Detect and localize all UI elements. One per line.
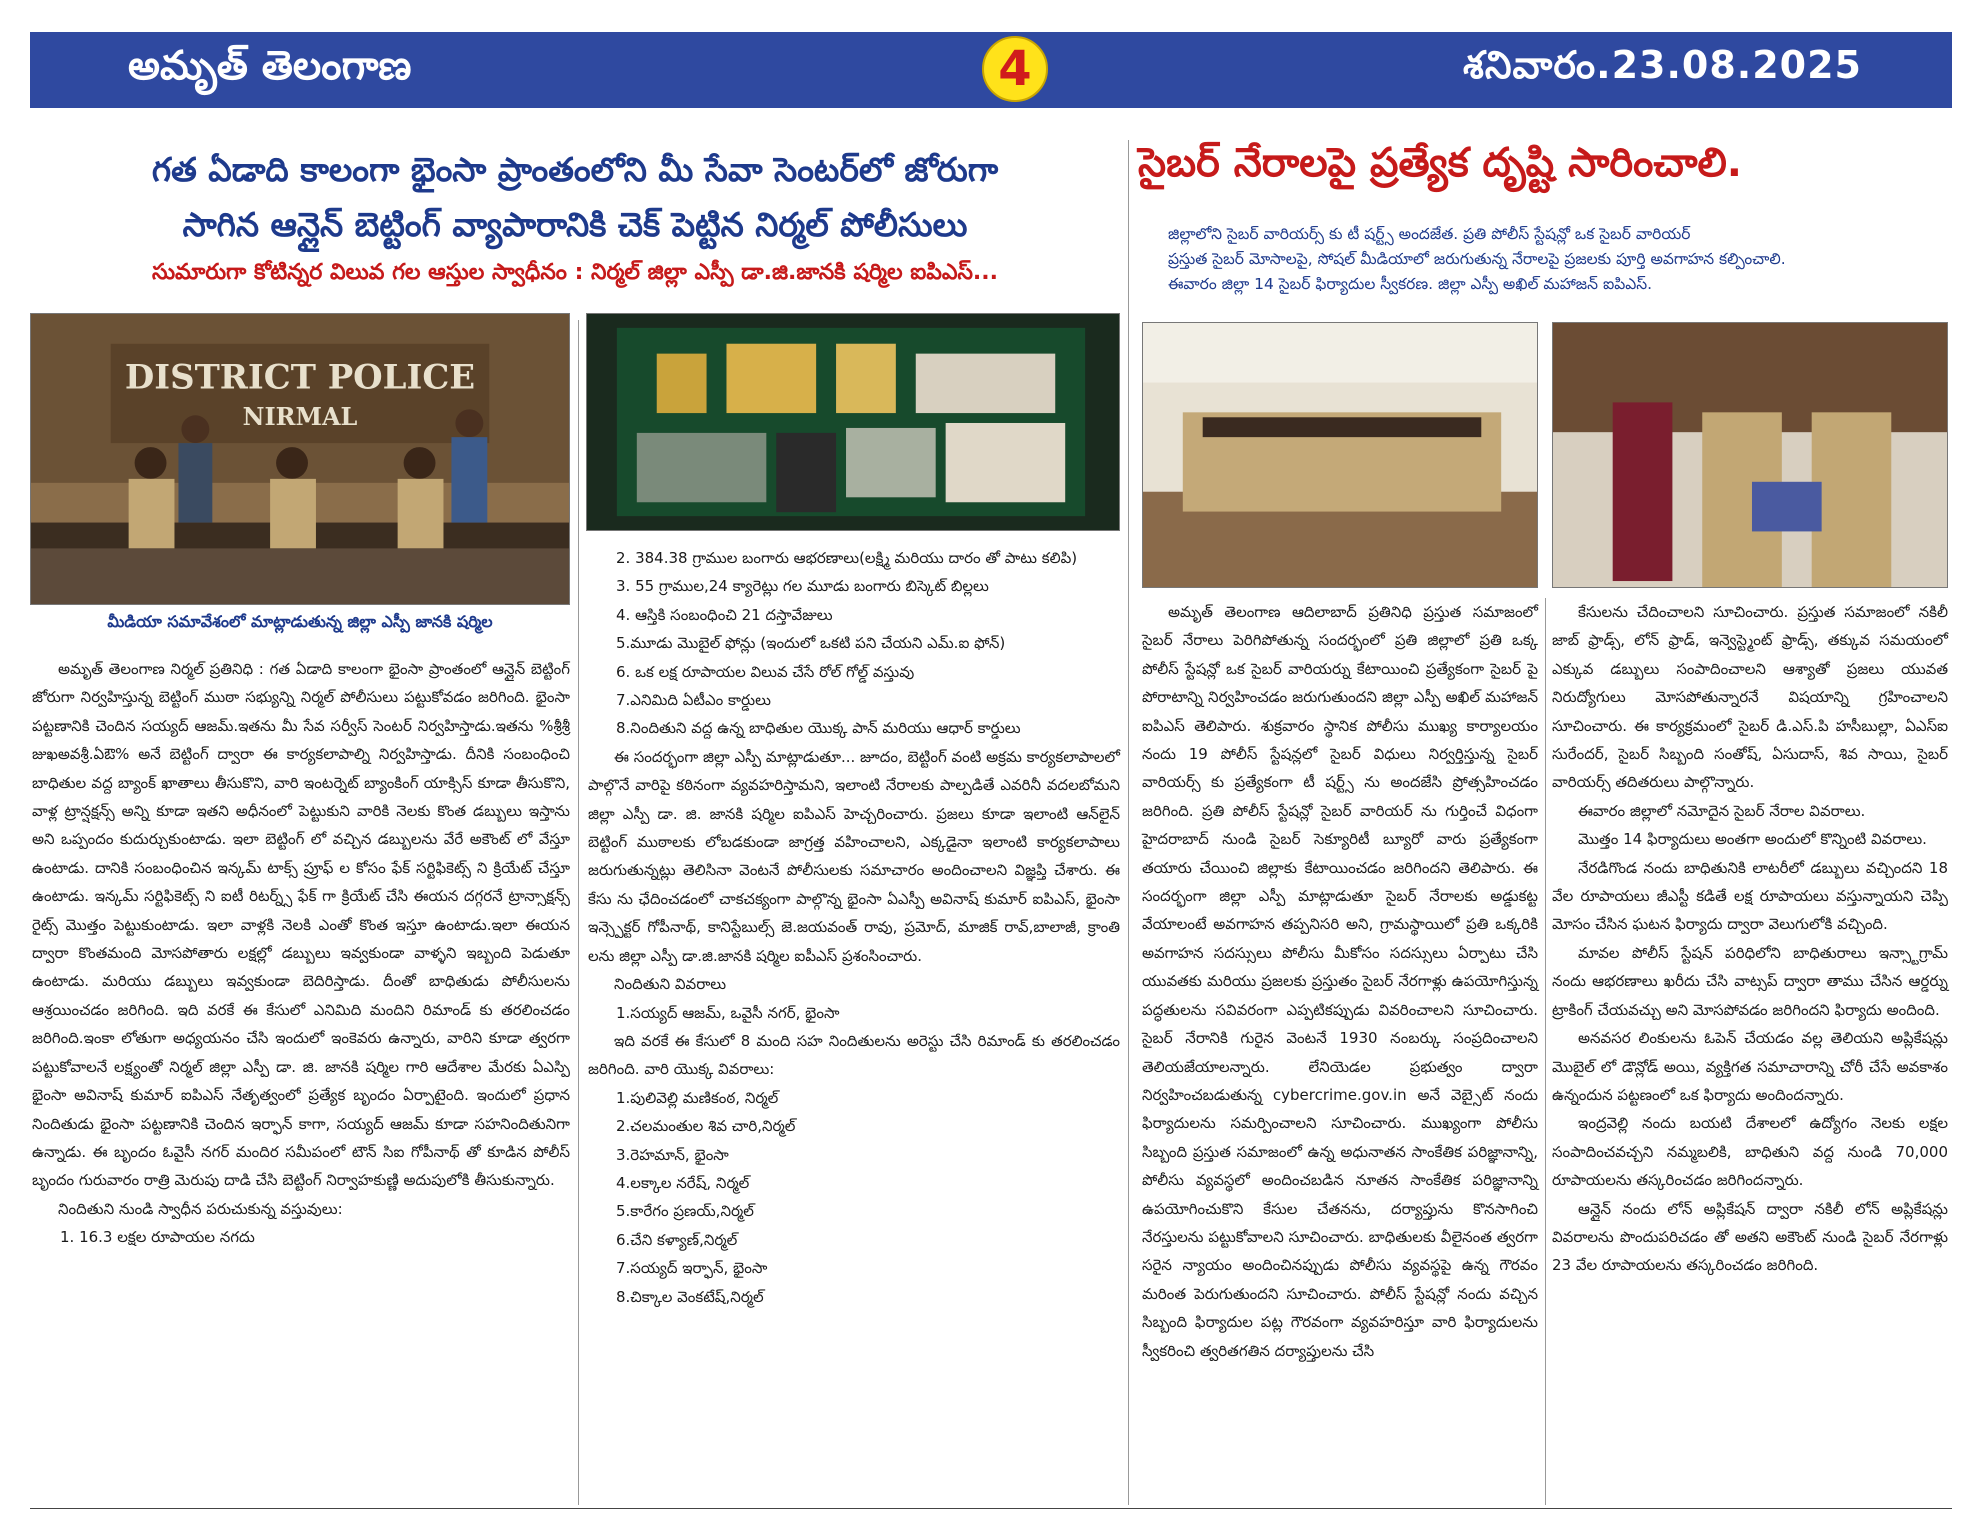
body-paragraph: ఇది వరకే ఈ కేసులో 8 మంది సహ నిందితులను అరెస్టు చేసి రిమాండ్ కు తరలించడం జరిగింది. వారి యొక్క వివరాలు: xyxy=(588,1031,1120,1079)
summary-line: ఈవారం జిల్లా 14 సైబర్ ఫిర్యాదుల స్వీకరణ. జిల్లా ఎస్పీ అఖిల్ మహాజన్ ఐపిఎస్. xyxy=(1168,275,1653,293)
sign-line2: NIRMAL xyxy=(242,403,358,432)
seized-items-photo xyxy=(586,313,1120,531)
column-divider xyxy=(1545,598,1546,1505)
co-accused-item: 6.చేని కళ్యాణ్,నిర్మల్ xyxy=(616,1230,738,1249)
left-headline-line1: గత ఏడాది కాలంగా భైంసా ప్రాంతంలోని మీ సేవా సెంటర్‌లో జోరుగా xyxy=(151,150,999,189)
accused-heading: నిందితుని వివరాలు xyxy=(614,975,727,994)
column-divider xyxy=(578,320,579,1505)
column-divider xyxy=(1128,140,1129,1505)
newspaper-brand: అమృత్ తెలంగాణ xyxy=(128,41,412,89)
body-paragraph: అనవసర లింకులను ఓపెన్ చేయడం వల్ల తెలియని అప్లికేషన్లు మొబైల్ లో డౌన్లోడ్ అయి, వ్యక్తిగత సమాచారాన్ని చోరీ చేసే అవకాశం ఉన్నందున పట్టణంలో ఒక ఫిర్యాదు అందిందన్నారు. xyxy=(1552,1029,1948,1104)
left-story-subline: సుమారుగా కోటిన్నర విలువ గల ఆస్తుల స్వాధీనం : నిర్మల్ జిల్లా ఎస్పీ డా.జి.జానకి షర్మిల ఐపిఎస్... xyxy=(152,260,998,285)
seized-item: 8.నిందితుని వద్ద ఉన్న బాధితుల యొక్క పాన్ మరియు ఆధార్ కార్డులు xyxy=(616,719,1021,738)
body-paragraph: నేరడిగొండ నందు బాధితునికి లాటరీలో డబ్బులు వచ్చిందని 18 వేల రూపాయలు జీఎస్టీ కడితే లక్ష రూపాయలు వస్తున్నాయని చెప్పి మోసం చేసిన ఘటన ఫిర్యాదు ద్వారా వెలుగులోకి వచ్చింది. xyxy=(1552,858,1948,934)
right-story-col4 xyxy=(1552,598,1948,1280)
summary-line: జిల్లాలోని సైబర్ వారియర్స్ కు టీ షర్ట్స్ అందజేత. ప్రతి పోలీస్ స్టేషన్లో ఒక సైబర్ వారియర్ xyxy=(1168,225,1691,243)
cyber-warriors-group-photo xyxy=(1142,322,1538,588)
body-paragraph: అమృత్ తెలంగాణ ఆదిలాబాద్ ప్రతినిధి ప్రస్తుత సమాజంలో సైబర్ నేరాలు పెరిగిపోతున్న సందర్భంలో ప్రతి జిల్లాలో ప్రతి ఒక్క పోలీస్ స్టేషన్లో ఒక సైబర్ వారియర్ను కేటాయించి ప్రత్యేకంగా సైబర్ పై పోరాటాన్ని నిర్వహించడం జరుగుతుందని జిల్లా ఎస్పీ అఖిల్ మహాజన్ ఐపిఎస్ తెలిపారు. శుక్రవారం స్థానిక పోలీసు ముఖ్య కార్యాలయం నందు 19 పోలీస్ స్టేషన్లలో సైబర్ విధులు నిర్వర్తిస్తున్న సైబర్ వారియర్స్ కు ప్రత్యేకంగా టీ షర్ట్స్ ను అందజేసి ప్రోత్సహించడం జరిగింది. ప్రతి పోలీస్ స్టేషన్లో సైబర్ వారియర్ ను గుర్తించే విధంగా హైదరాబాద్ నుండి సైబర్ సెక్యూరిటీ బ్యూరో వారు ప్రత్యేకంగా తయారు చేయించి జిల్లాకు కేటాయించడం జరిగిందని తెలిపారు. ఈ సందర్భంగా జిల్లా ఎస్పీ మాట్లాడుతూ సైబర్ నేరాలకు అడ్డుకట్ట వేయాలంటే అవగాహన తప్పనిసరి అని, గ్రామస్థాయిలో ప్రతి ఒక్కరికి అవగాహన సదస్సులు పోలీసు మీకోసం సదస్సులు ఏర్పాటు చేసి యువతకు మరియు ప్రజలకు ప్రస్తుతం సైబర్ నేరగాళ్లు ఉపయోగిస్తున్న పద్ధతులను సవివరంగా ఎప్పటికప్పుడు వివరించాలని సూచించారు. సైబర్ నేరానికి గురైన వెంటనే 1930 నంబర్కు సంప్రదించాలని తెలియజేయాలన్నారు. లేనియెడల ప్రభుత్వం ద్వారా నిర్వహించబడుతున్న cybercrime.gov.in అనే వెబ్సైట్ నందు ఫిర్యాదులను సమర్పించాలని సూచించారు. ముఖ్యంగా పోలీసు సిబ్బంది ప్రస్తుత సమాజంలో ఉన్న అధునాతన సాంకేతిక పరిజ్ఞానాన్ని, పోలీసు వ్యవస్థలో అందించబడిన నూతన సాంకేతిక పరిజ్ఞానాన్ని ఉపయోగించుకొని కేసుల చేతనను, దర్యాప్తును కొనసాగించి నేరస్తులను పట్టుకోవాలని సూచించారు. బాధితులకు వీలైనంత త్వరగా సరైన న్యాయం అందించినప్పుడు పోలీసు వ్యవస్థపై ఉన్న గౌరవం మరింత పెరుగుతుందని సూచించారు. పోలీస్ స్టేషన్లో నందు వచ్చిన సిబ్బంది ఫిర్యాదుల పట్ల గౌరవంగా వ్యవహరిస్తూ వారి ఫిర్యాదులను స్వీకరించి త్వరితగతిన దర్యాప్తులను చేసి xyxy=(1142,603,1538,1360)
right-story-summary xyxy=(1140,222,1950,297)
seized-item: 7.ఎనిమిది ఏటీఎం కార్డులు xyxy=(616,691,771,710)
press-meet-caption: మీడియా సమావేశంలో మాట్లాడుతున్న జిల్లా ఎస్పీ జానకి షర్మిల xyxy=(107,612,493,631)
seized-item: 4. ఆస్తికి సంబంధించి 21 దస్తావేజులు xyxy=(616,605,833,624)
right-story-headline: సైబర్ నేరాలపై ప్రత్యేక దృష్టి సారించాలి. xyxy=(1138,140,1742,186)
co-accused-item: 3.రెహమాన్, భైంసా xyxy=(616,1145,729,1164)
press-meet-photo xyxy=(30,313,570,605)
bottom-rule xyxy=(30,1508,1952,1509)
body-paragraph: కేసులను చేదించాలని సూచించారు. ప్రస్తుత సమాజంలో నకిలీ జాబ్ ఫ్రాడ్స్, లోన్ ఫ్రాడ్, ఇన్వెస్ట్మెంట్ ఫ్రాడ్స్, తక్కువ సమయంలో ఎక్కువ డబ్బులు సంపాదించాలని ఆశ్యాతో ప్రజలు యువత నిరుద్యోగులు మోసపోతున్నారనే విషయాన్ని గ్రహించాలని సూచించారు. ఈ కార్యక్రమంలో సైబర్ డి.ఎస్.పి హసీబుల్లా, ఏఎస్ఐ సురేందర్, సైబర్ సిబ్బంది సంతోష్, ఏసుదాస్, శివ సాయి, సైబర్ వారియర్స్ తదితరులు పాల్గొన్నారు. xyxy=(1552,603,1948,792)
seized-item: 5.మూడు మొబైల్ ఫోన్లు (ఇందులో ఒకటి పని చేయని ఎమ్.ఐ ఫోన్) xyxy=(616,634,1006,653)
left-story-headline xyxy=(40,142,1110,252)
co-accused-item: 8.చిక్కాల వెంకటేష్,నిర్మల్ xyxy=(616,1287,764,1306)
left-headline-line2: సాగిన ఆన్లైన్ బెట్టింగ్ వ్యాపారానికి చెక్ పెట్టిన నిర్మల్ పోలీసులు xyxy=(182,205,968,244)
summary-line: ప్రస్తుత సైబర్ మోసాలపై, సోషల్ మీడియాలో జరుగుతున్న నేరాలపై ప్రజలకు పూర్తి అవగాహన కల్పించాలి. xyxy=(1168,250,1786,268)
sign-line1: DISTRICT POLICE xyxy=(124,356,476,397)
issue-date: శనివారం.23.08.2025 xyxy=(1462,43,1862,87)
co-accused-item: 4.లక్కాల నరేష్, నిర్మల్ xyxy=(616,1173,750,1192)
seized-item: 3. 55 గ్రాముల,24 క్యారెట్లు గల మూడు బంగారు బిస్కెట్ బిల్లలు xyxy=(616,577,989,596)
body-paragraph: నిందితుని నుండి స్వాధీన పరుచుకున్న వస్తువులు: xyxy=(58,1199,343,1218)
seized-item: 6. ఒక లక్ష రూపాయల విలువ చేసే రోల్ గోల్డ్ వస్తువు xyxy=(616,662,915,681)
right-story-col3 xyxy=(1142,598,1538,1365)
tshirt-distribution-photo xyxy=(1552,322,1948,588)
body-paragraph: అమృత్ తెలంగాణ నిర్మల్ ప్రతినిధి : గత ఏడాది కాలంగా భైంసా ప్రాంతంలో ఆన్లైన్ బెట్టింగ్ జోరుగా నిర్వహిస్తున్న బెట్టింగ్ ముఠా సభ్యున్ని నిర్మల్ పోలీసులు పట్టుకోవడం జరిగింది. భైంసా పట్టణానికి చెందిన సయ్యద్ ఆజమ్.ఇతను మీ సేవ సర్వీస్ సెంటర్ నిర్వహిస్తాడు.ఇతను %శ్రీశ్రీ జుఖఅవశ్రీ.ఏఔ% అనే బెట్టింగ్ ద్వారా ఈ కార్యకలాపాల్ని నిర్వహిస్తాడు. దీనికి సంబంధించి బాధితుల వద్ద బ్యాంక్ ఖాతాలు తీసుకొని, వారి ఇంటర్నెట్ బ్యాంకింగ్ యాక్సిస్ కూడా తీసుకొని, వాళ్ల ట్రాన్షక్షన్స్ అన్ని కూడా ఇతని అధీనంలో పెట్టుకుని వారికి నెలకు కొంత డబ్బులు ఇస్తాను అని ఒప్పందం కుదుర్చుకుంటాడు. ఇలా బెట్టింగ్ లో వచ్చిన డబ్బులను వేరే అకౌంట్ లో వేస్తూ ఉంటాడు. దానికి సంబంధించిన ఇన్కమ్ టాక్స్ ప్రూఫ్ ల కోసం ఫేక్ సర్టిఫికెట్స్ ని క్రియేట్ చేస్తూ ఉంటాడు. ఇన్కమ్ సర్టిఫికెట్స్ ని ఐటీ రిటర్న్స్ ఫేక్ గా క్రియేట్ చేసి ఈయన దగ్గరనే ట్రాన్సాక్షన్స్ రైట్స్ మొత్తం పెట్టుకుంటాడు. ఇలా వాళ్లకి నెలకి ఎంతో కొంత ఇస్తూ ఉంటాడు.ఇలా ఈయన ద్వారా కొంతమంది మోసపోతారు లక్షల్లో డబ్బులు ఇవ్వకుండా వాళ్ళని ఇబ్బంది పెడుతూ ఉంటాడు. మరియు డబ్బులు ఇవ్వకుండా బెదిరిస్తాడు. దీంతో బాధితుడు పోలీసులను ఆశ్రయించడం జరిగింది. ఇది వరకే ఈ కేసులో ఎనిమిది మందిని రిమాండ్ కు తరలించడం జరిగింది.ఇంకా లోతుగా అధ్యయనం చేసి ఇందులో ఇంకెవరు ఉన్నారు, వారిని కూడా త్వరగా పట్టుకోవాలనే లక్ష్యంతో నిర్మల్ జిల్లా ఎస్పీ డా. జి. జానకి షర్మిల గారి ఆదేశాల మేరకు ఏఎస్పి భైంసా అవినాష్ కుమార్ ఐపిఎస్ నేతృత్వంలో ప్రత్యేక బృందం ఏర్పాటైంది. ఇందులో ప్రధాన నిందితుడు భైంసా పట్టణానికి చెందిన ఇర్ఫాన్ కాగా, సయ్యద్ ఆజమ్ కూడా సహనిందితునిగా ఉన్నాడు. ఈ బృందం ఓవైసీ నగర్ మందిర సమీపంలో టౌన్ సిఐ గోపీనాథ్ తో కూడిన పోలీస్ బృందం గురువారం రాత్రి మెరుపు దాడి చేసి బెట్టింగ్ నిర్వాహకుణ్ణి అదుపులోకి తీసుకున్నారు. xyxy=(32,660,570,1190)
body-paragraph: ఈ సందర్భంగా జిల్లా ఎస్పీ మాట్లాడుతూ... జూదం, బెట్టింగ్ వంటి అక్రమ కార్యకలాపాలలో పాల్గొనే వారిపై కఠినంగా వ్యవహరిస్తామని, ఇలాంటి నేరాలకు పాల్పడితే ఎవరినీ వదలబోమని జిల్లా ఎస్పీ డా. జి. జానకి షర్మిల ఐపిఎస్ హెచ్చరించారు. ప్రజలు కూడా ఇలాంటి ఆన్‌లైన్ బెట్టింగ్ ముఠాలకు లోబడకుండా జాగ్రత్త వహించాలని, ఎక్కడైనా ఇలాంటి కార్యకలాపాలు జరుగుతున్నట్లు తెలిసినా వెంటనే పోలీసులకు సమాచారం అందించాలని విజ్ఞప్తి చేశారు. ఈ కేసు ను ఛేదించడంలో చాకచక్యంగా పాల్గొన్న భైంసా ఏఎస్పీ అవినాష్ కుమార్ ఐపిఎస్, భైంసా ఇన్స్పెక్టర్ గోపీనాథ్, కానిస్టేబుల్స్ జె.జయవంత్ రావు, ప్రమోద్, మాజిక్ రావ్,బాలాజీ, క్రాంతి లను జిల్లా ఎస్పీ డా.జి.జానకి షర్మిల ఐపీఎస్ ప్రశంసించారు. xyxy=(588,747,1120,965)
co-accused-item: 7.సయ్యద్ ఇర్ఫాన్, భైంసా xyxy=(616,1259,768,1278)
co-accused-item: 5.కారేగం ప్రణయ్,నిర్మల్ xyxy=(616,1202,754,1221)
co-accused-item: 1.పులివెల్లి మణికంఠ, నిర్మల్ xyxy=(616,1088,779,1107)
left-story-col2 xyxy=(588,544,1120,1311)
body-paragraph: ఈవారం జిల్లాలో నమోదైన సైబర్ నేరాల వివరాలు. xyxy=(1578,801,1866,820)
body-paragraph: మావల పోలీస్ స్టేషన్ పరిధిలోని బాధితురాలు ఇన్స్టాగ్రామ్ నందు ఆభరణాలు ఖరీదు చేసి వాట్సప్ ద్వారా తాము చేసిన ఆర్డర్ను ట్రాకింగ్ చేయవచ్చు అని మోసపోవడం జరిగిందని ఫిర్యాదు అందింది. xyxy=(1552,943,1948,1019)
body-paragraph: ఇంద్రవెల్లి నందు బయటి దేశాలలో ఉద్యోగం నెలకు లక్షల సంపాదించవచ్చని నమ్మబలికి, బాధితుని వద్ద నుండి 70,000 రూపాయలను తస్కరించడం జరిగిందన్నారు. xyxy=(1552,1114,1948,1190)
seized-item: 2. 384.38 గ్రాముల బంగారు ఆభరణాలు(లక్ష్మి మరియు దారం తో పాటు కలిపి) xyxy=(616,549,1078,567)
accused-item: 1.సయ్యద్ ఆజమ్, ఒవైసీ నగర్, భైంసా xyxy=(616,1003,840,1022)
co-accused-item: 2.చలమంతుల శివ చారి,నిర్మల్ xyxy=(616,1117,796,1136)
seized-item: 1. 16.3 లక్షల రూపాయల నగదు xyxy=(60,1228,255,1247)
masthead xyxy=(30,32,1952,108)
body-paragraph: ఆన్లైన్ నందు లోన్ అప్లికేషన్ ద్వారా నకిలీ లోన్ అప్లికేషన్లు వివరాలను పొందుపరిచడం తో అతని అకౌంట్ నుండి సైబర్ నేరగాళ్లు 23 వేల రూపాయలను తస్కరించడం జరిగింది. xyxy=(1552,1199,1948,1275)
page-number-badge: 4 xyxy=(982,36,1048,102)
left-story-col1 xyxy=(32,655,570,1252)
body-paragraph: మొత్తం 14 ఫిర్యాదులు అంతగా అందులో కొన్నింటి వివరాలు. xyxy=(1578,830,1927,849)
